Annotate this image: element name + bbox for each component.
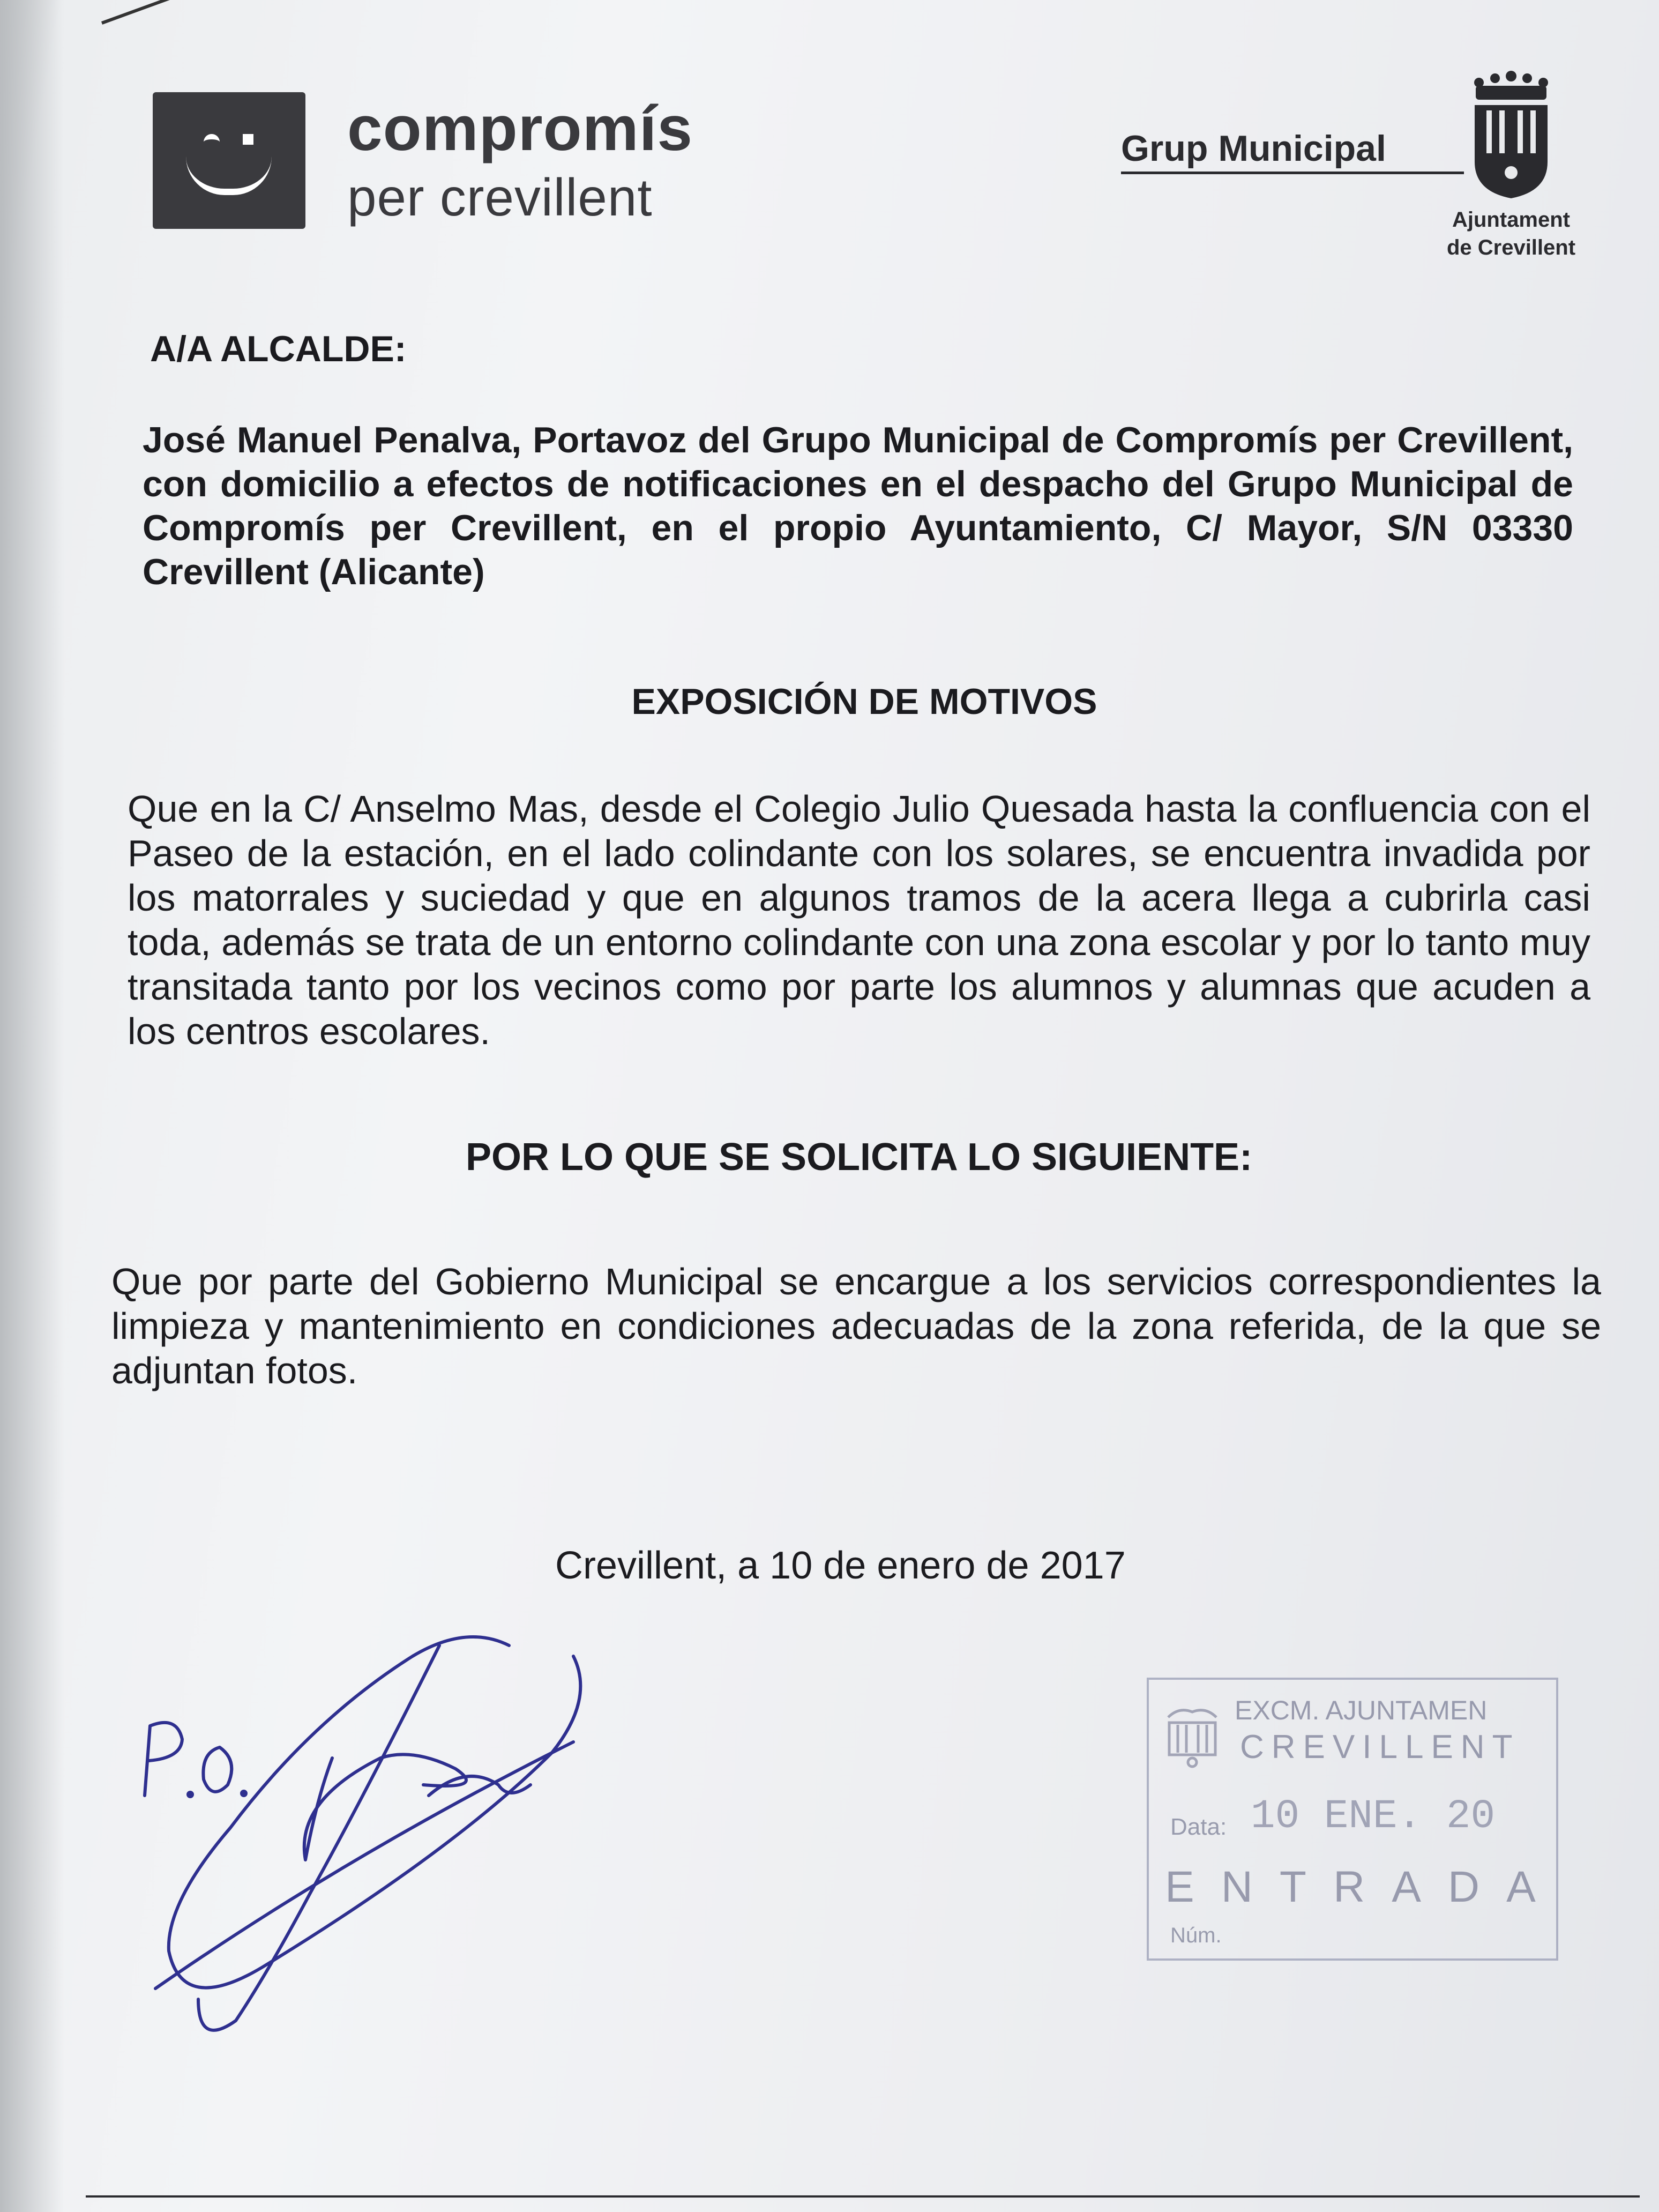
grup-municipal-underline (1121, 172, 1464, 174)
grup-municipal-label: Grup Municipal (1121, 128, 1386, 169)
logo-smile (186, 157, 272, 195)
logo-eye-right (243, 134, 253, 145)
stamp-line1: EXCM. AJUNTAMEN (1235, 1695, 1488, 1725)
stamp-crest-icon (1163, 1707, 1222, 1771)
brand-name: compromís (347, 93, 693, 164)
stamp-num-label: Núm. (1170, 1924, 1222, 1947)
heading-solicita: POR LO QUE SE SOLICITA LO SIGUIENTE: (465, 1136, 1253, 1179)
exposicion-paragraph: Que en la C/ Anselmo Mas, desde el Colegio Julio Quesada hasta la confluencia con el Paseo de la estación, en el lado colindante con los solares, se encuentra invadida por los matorrales y suciedad y que en algunos tramos de la acera llega a cubrirla casi toda, además se trata de un entorno colindante con una zona escolar y por lo tanto muy transitada tanto por los vecinos como por parte los alumnos y alumnas que acuden a los centros escolares. (128, 788, 1590, 1052)
dateline: Crevillent, a 10 de enero de 2017 (555, 1544, 1126, 1587)
ajuntament-crest-icon (1468, 71, 1554, 199)
brand-subtitle: per crevillent (347, 168, 653, 227)
stamp-line2: CREVILLENT (1240, 1729, 1520, 1766)
stamp-date: 10 ENE. 20 (1251, 1793, 1496, 1839)
addressee: A/A ALCALDE: (150, 329, 407, 369)
entry-stamp (1147, 1678, 1563, 1961)
page-edge-shadow (0, 0, 64, 2212)
corner-pen-mark (101, 0, 188, 25)
signature-icon (134, 1624, 616, 2042)
solicita-paragraph: Que por parte del Gobierno Municipal se encargue a los servicios correspondientes la limpieza y mantenimiento en condiciones adecuadas de la zona referida, de la que se adjuntan fotos. (111, 1261, 1601, 1391)
bottom-rule (86, 2195, 1640, 2198)
crest-label-line1: Ajuntament (1452, 208, 1570, 232)
crest-label-line2: de Crevillent (1446, 236, 1576, 259)
heading-exposicion: EXPOSICIÓN DE MOTIVOS (631, 681, 1097, 722)
crest-label (1425, 206, 1597, 262)
stamp-entrada: ENTRADA (1165, 1863, 1563, 1911)
stamp-data-label: Data: (1170, 1814, 1227, 1840)
logo-eye-left (204, 134, 220, 149)
compromis-logo-icon (153, 92, 305, 229)
intro-paragraph: José Manuel Penalva, Portavoz del Grupo Municipal de Compromís per Crevillent, con domicilio a efectos de notificaciones en el despacho del Grupo Municipal de Compromís per Crevillent, en el propio Ayuntamiento, C/ Mayor, S/N 03330 Crevillent (Alicante) (143, 420, 1573, 592)
